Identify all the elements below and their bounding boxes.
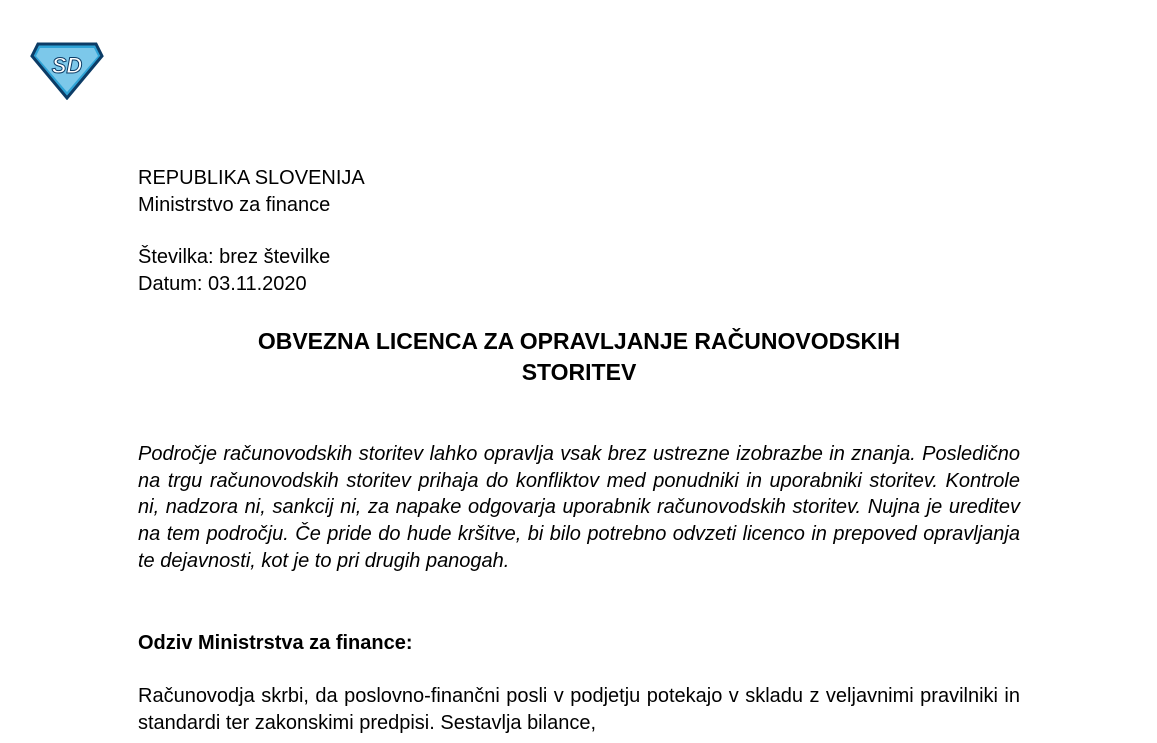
document-number: Številka: brez številke <box>138 246 331 268</box>
document-date: Datum: 03.11.2020 <box>138 273 307 295</box>
ministry-name: Ministrstvo za finance <box>138 194 331 216</box>
document-meta <box>138 244 330 298</box>
document-header <box>138 165 365 219</box>
initiative-paragraph: Področje računovodskih storitev lahko opravlja vsak brez ustrezne izobrazbe in znanja. Posledično na trgu računovodskih storitev prihaja do konfliktov med ponudniki in uporabniki storitev. Kontrole ni, nadzora ni, sankcij ni, za napake odgovarja uporabnik računovodskih storitev. Nujna je ureditev na tem področju. Če pride do hude kršitve, bi bilo potrebno odvzeti licenco in prepoved opravljanja te dejavnosti, kot je to pri drugih panogah. <box>138 443 1020 572</box>
title-line-1: OBVEZNA LICENCA ZA OPRAVLJANJE RAČUNOVODSKIH <box>257 328 901 354</box>
sd-logo <box>30 40 104 100</box>
country-name: REPUBLIKA SLOVENIJA <box>138 167 365 189</box>
logo-lettering: SD <box>51 53 83 78</box>
response-paragraph: Računovodja skrbi, da poslovno-finančni posli v podjetju potekajo v skladu z veljavnimi pravilniki in standardi ter zakonskimi predpisi. Sestavlja bilance, <box>138 685 1020 734</box>
response-heading: Odziv Ministrstva za finance: <box>138 632 413 654</box>
title-line-2: STORITEV <box>521 359 637 385</box>
document-title <box>138 326 1020 388</box>
